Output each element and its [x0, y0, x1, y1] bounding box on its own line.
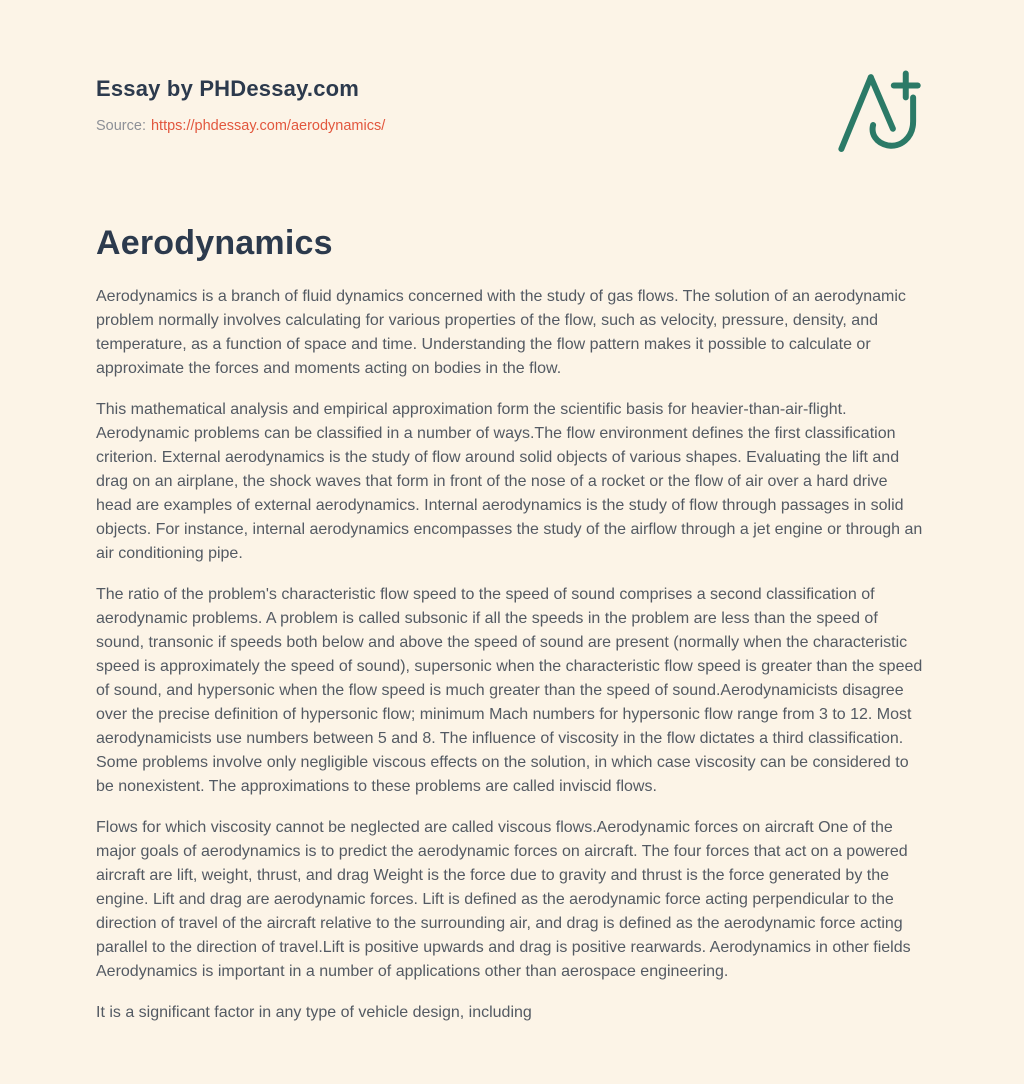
- essay-body: [96, 285, 926, 1025]
- essay-paragraph: It is a significant factor in any type of vehicle design, including: [96, 1004, 532, 1021]
- essay-paragraph: This mathematical analysis and empirical approximation form the scientific basis for heavier-than-air-flight. Aerodynamic problems can be classified in a number of ways.The flow environment defines the first classification criterion. External aerodynamics is the study of flow around solid objects of various shapes. Evaluating the lift and drag on an airplane, the shock waves that form in front of the nose of a rocket or the flow of air over a hard drive head are examples of external aerodynamics. Internal aerodynamics is the study of flow through passages in solid objects. For instance, internal aerodynamics encompasses the study of the airflow through a jet engine or through an air conditioning pipe.: [96, 401, 923, 562]
- header-text-block: [96, 76, 385, 134]
- byline: Essay by PHDessay.com: [96, 76, 360, 101]
- source-line: [96, 118, 385, 134]
- essay-paragraph: Aerodynamics is a branch of fluid dynamics concerned with the study of gas flows. The solution of an aerodynamic problem normally involves calculating for various properties of the flow, such as velocity, pressure, density, and temperature, as a function of space and time. Understanding the flow pattern makes it possible to calculate or approximate the forces and moments acting on bodies in the flow.: [96, 288, 906, 377]
- source-link[interactable]: https://phdessay.com/aerodynamics/: [150, 118, 386, 134]
- logo-a-right-stroke: [871, 77, 893, 129]
- source-label: Source:: [96, 118, 146, 134]
- logo-a-left-stroke: [841, 77, 870, 149]
- essay-paragraph: Flows for which viscosity cannot be neglected are called viscous flows.Aerodynamic forces on aircraft One of the major goals of aerodynamics is to predict the aerodynamic forces on aircraft. The four forces that act on a powered aircraft are lift, weight, thrust, and drag Weight is the force due to gravity and thrust is the force generated by the engine. Lift and drag are aerodynamic forces. Lift is defined as the aerodynamic force acting perpendicular to the direction of travel of the aircraft relative to the surrounding air, and drag is defined as the aerodynamic force acting parallel to the direction of travel.Lift is positive upwards and drag is positive rearwards. Aerodynamics in other fields Aerodynamics is important in a number of applications other than aerospace engineering.: [96, 819, 911, 980]
- page-header: [96, 76, 926, 160]
- essay-paragraph: The ratio of the problem's characteristic flow speed to the speed of sound comprises a second classification of aerodynamic problems. A problem is called subsonic if all the speeds in the problem are less than the speed of sound, transonic if speeds both below and above the speed of sound are present (normally when the characteristic speed is approximately the speed of sound), supersonic when the characteristic flow speed is greater than the speed of sound, and hypersonic when the flow speed is much greater than the speed of sound.Aerodynamicists disagree over the precise definition of hypersonic flow; minimum Mach numbers for hypersonic flow range from 3 to 12. Most aerodynamicists use numbers between 5 and 8. The influence of viscosity in the flow dictates a third classification. Some problems involve only negligible viscous effects on the solution, in which case viscosity can be considered to be nonexistent. The approximations to these problems are called inviscid flows.: [96, 586, 923, 795]
- essay-content: [96, 224, 926, 1025]
- essay-title: Aerodynamics: [96, 224, 333, 262]
- phdessay-a-plus-logo-icon: [834, 68, 926, 160]
